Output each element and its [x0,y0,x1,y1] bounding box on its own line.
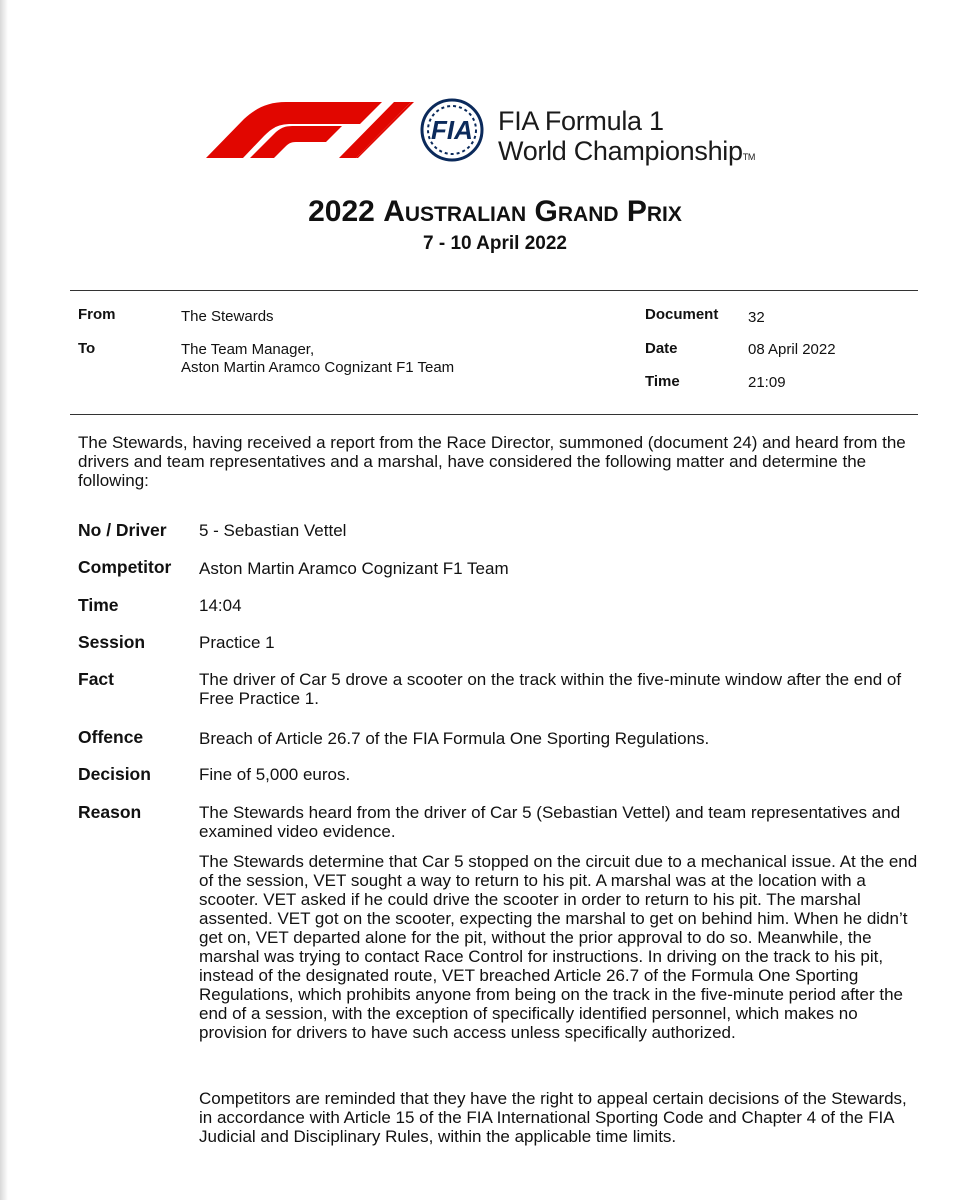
reason-paragraph-3: Competitors are reminded that they have the right to appeal certain decisions of the Stewards, in accordance with Article 15 of the FIA International Sporting Code and Chapter 4 of the FIA Judicial and Disciplinary Rules, within the applicable time limits. [199,1089,907,1146]
from-value: The Stewards [181,308,274,325]
document-value: 32 [748,309,765,326]
to-value [181,341,454,377]
competitor-label: Competitor [78,557,172,577]
reason-paragraph-1: The Stewards heard from the driver of Car 5 (Sebastian Vettel) and team representatives and examined video evidence. [199,803,901,841]
reason-paragraph-2: The Stewards determine that Car 5 stopped on the circuit due to a mechanical issue. At the end of the session, VET sought a way to return to his pit. A marshal was at the location with a scooter. VET asked if he could drive the scooter in order to return to his pit. The marshal assented. VET got on the scooter, expecting the marshal to get on behind him. When he didn’t get on, VET departed alone for the pit, without the prior approval to do so. Meanwhile, the marshal was trying to contact Race Control for instructions. In driving on the track to his pit, instead of the designated route, VET breached Article 26.7 of the Formula One Sporting Regulations, which prohibits anyone from being on the track in the five-minute period after the end of a session, with the exception of specifically identified personnel, which makes no provision for drivers to have such access unless specifically authorized. [199,852,918,1042]
time-value: 21:09 [748,374,786,391]
f1-logo [206,102,414,158]
date-value: 08 April 2022 [748,341,836,358]
decision-value: Fine of 5,000 euros. [199,765,351,784]
date-label: Date [645,340,678,357]
fact-value: The driver of Car 5 drove a scooter on the track within the five-minute window after the end of Free Practice 1. [199,670,902,708]
event-dates: 7 - 10 April 2022 [423,233,567,254]
reason-label: Reason [78,802,142,822]
fact-label: Fact [78,669,114,689]
trademark: TM [742,152,756,162]
competitor-value: Aston Martin Aramco Cognizant F1 Team [199,559,509,578]
event-year: 2022 [308,195,375,228]
session-value: Practice 1 [199,633,275,652]
offence-value: Breach of Article 26.7 of the FIA Formula One Sporting Regulations. [199,729,710,748]
event-title [0,195,976,229]
time-label: Time [645,373,680,390]
to-label: To [78,340,96,357]
offence-label: Offence [78,727,144,747]
driver-label: No / Driver [78,520,167,540]
championship-title [498,106,755,172]
from-label: From [78,306,116,323]
divider-bottom [70,414,918,415]
decision-label: Decision [78,764,151,784]
time-row-label: Time [78,595,119,615]
page-edge-shadow [0,0,8,1200]
time-row-value: 14:04 [199,596,242,615]
to-value-line2: Aston Martin Aramco Cognizant F1 Team [181,359,455,376]
fia-logo [407,98,497,162]
to-value-line1: The Team Manager, [181,341,315,358]
session-label: Session [78,632,146,652]
driver-value: 5 - Sebastian Vettel [199,521,347,540]
intro-paragraph: The Stewards, having received a report from the Race Director, summoned (document 24) and heard from the drivers and team representatives and a marshal, have considered the following matter and determine the following: [78,433,906,490]
event-name: Australian Grand Prix [383,195,682,228]
divider-top [70,290,918,291]
championship-line1: FIA Formula 1 [498,106,664,136]
championship-line2: World Championship [498,136,743,166]
document-label: Document [645,306,719,323]
fia-logo-text: FIA [431,115,473,145]
